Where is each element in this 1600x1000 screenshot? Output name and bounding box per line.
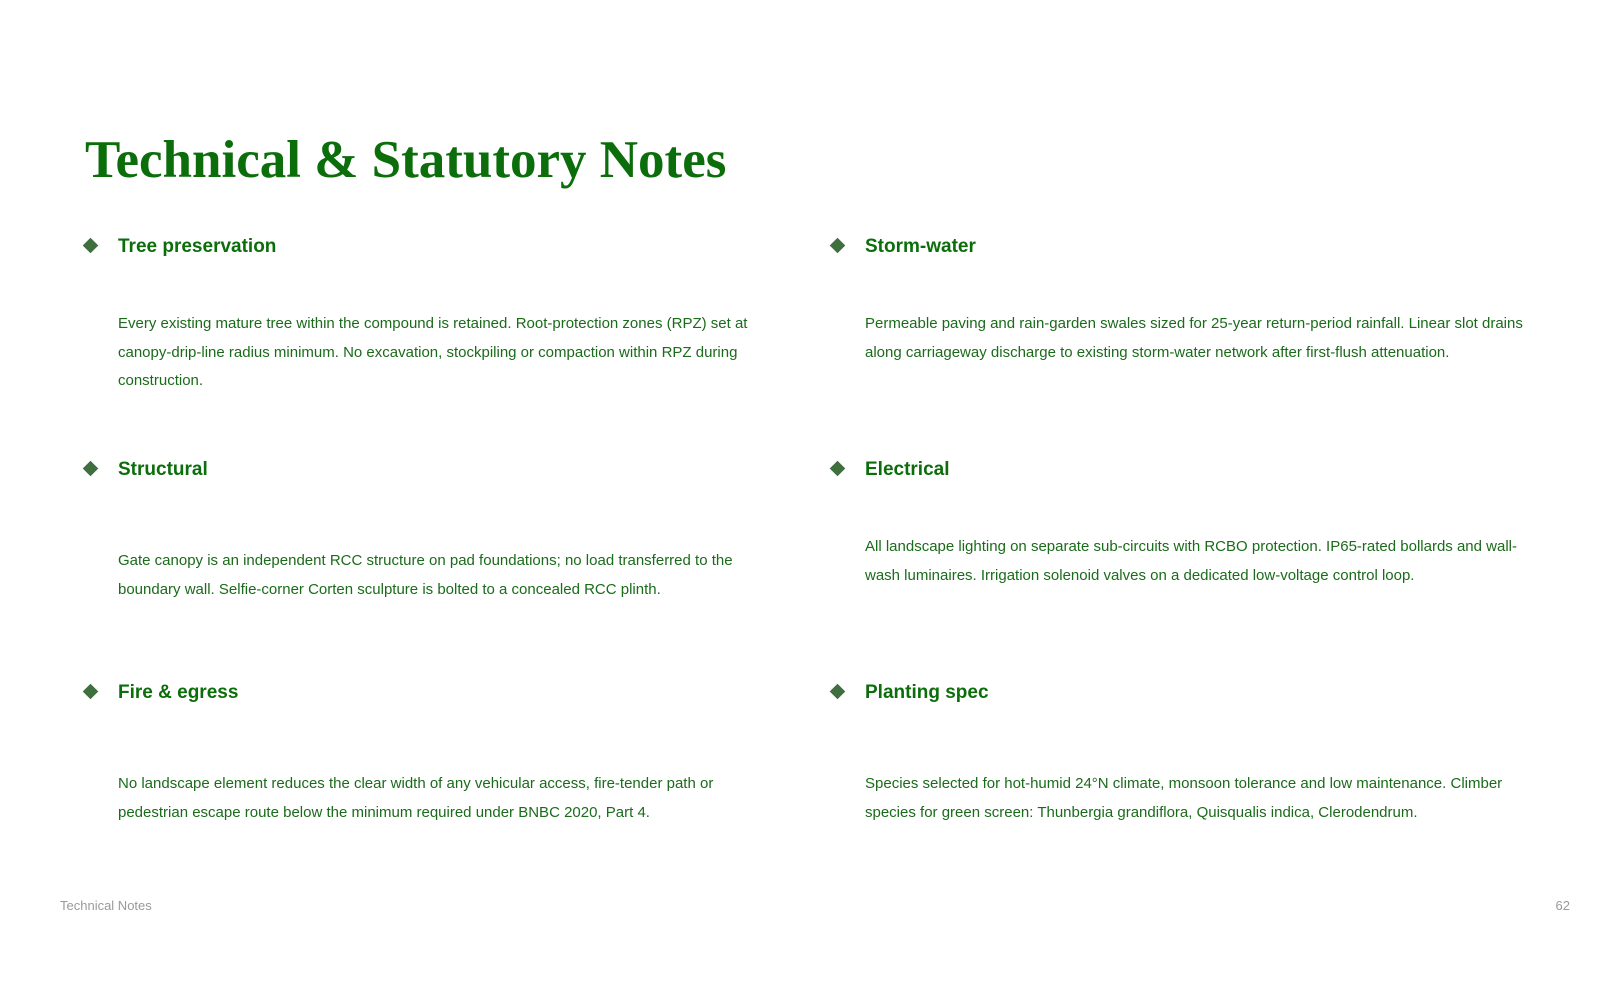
note-text: All landscape lighting on separate sub-circuits with RCBO protection. IP65-rated bollards and wall-wash luminaires. Irrigation solenoid valves on a dedicated low-voltage control loop.: [865, 538, 1517, 584]
note-structural: [83, 457, 743, 598]
note-tree-preservation: [83, 234, 748, 389]
note-storm-water: [830, 234, 1523, 361]
note-electrical: [830, 457, 1517, 584]
note-heading: Fire & egress: [118, 682, 239, 703]
note-text: Species selected for hot-humid 24°N climate, monsoon tolerance and low maintenance. Climber species for green screen: Thunbergia grandiflora, Quisqualis indica, Clerodendrum.: [865, 775, 1503, 821]
page-title: Technical & Statutory Notes: [85, 131, 727, 189]
note-planting-spec: [830, 680, 1503, 821]
diamond-bullet-icon: [830, 461, 846, 477]
note-text: Every existing mature tree within the compound is retained. Root-protection zones (RPZ) set at canopy-drip-line radius minimum. No excavation, stockpiling or compaction within RPZ during construction.: [118, 315, 748, 389]
diamond-bullet-icon: [830, 238, 846, 254]
diamond-bullet-icon: [830, 684, 846, 700]
note-heading: Storm-water: [865, 236, 976, 257]
footer-section-label: Technical Notes: [60, 898, 152, 913]
note-text: Permeable paving and rain-garden swales sized for 25-year return-period rainfall. Linear slot drains along carriageway discharge to existing storm-water network after first-flush attenuation.: [865, 315, 1523, 361]
note-heading: Planting spec: [865, 682, 989, 703]
note-heading: Electrical: [865, 459, 950, 480]
note-text: No landscape element reduces the clear width of any vehicular access, fire-tender path or pedestrian escape route below the minimum required under BNBC 2020, Part 4.: [118, 775, 714, 821]
page-number: 62: [1555, 898, 1570, 913]
note-heading: Tree preservation: [118, 236, 277, 257]
diamond-bullet-icon: [83, 461, 99, 477]
diamond-bullet-icon: [83, 684, 99, 700]
note-heading: Structural: [118, 459, 208, 480]
note-fire-egress: [83, 680, 743, 821]
note-text: Gate canopy is an independent RCC structure on pad foundations; no load transferred to the boundary wall. Selfie-corner Corten sculpture is bolted to a concealed RCC plinth.: [118, 552, 733, 598]
diamond-bullet-icon: [83, 238, 99, 254]
